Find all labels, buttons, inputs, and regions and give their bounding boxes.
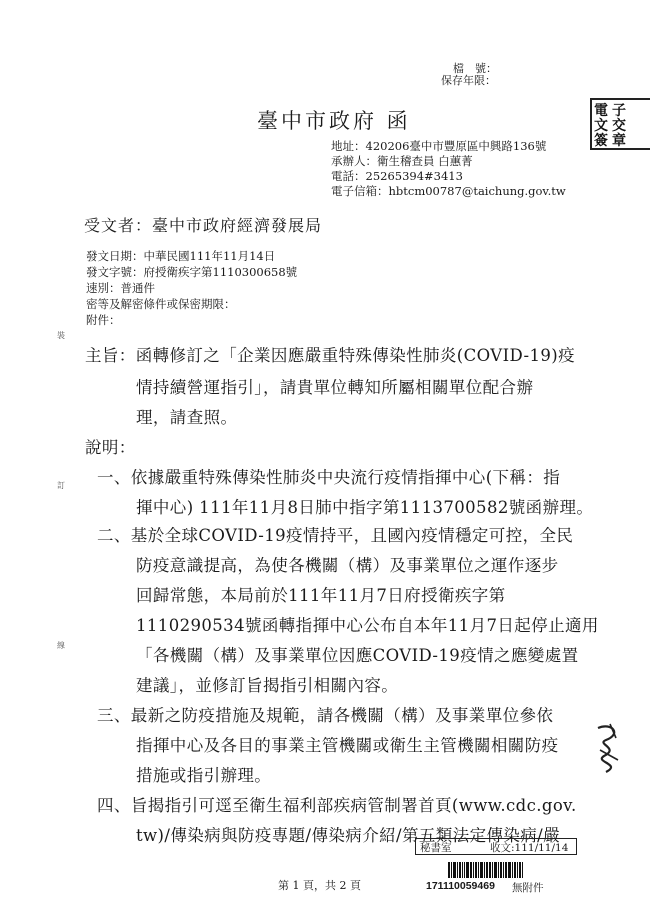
file-number-label: 檔 號： <box>453 62 497 75</box>
handwritten-mark <box>592 720 628 780</box>
document-title: 臺中市政府 函 <box>257 109 411 133</box>
recipient-line: 受文者：臺中市政府經濟發展局 <box>84 216 323 235</box>
item-3-line-2: 指揮中心及各目的事業主管機關或衛生主管機關相關防疫 <box>136 736 559 755</box>
barcode <box>448 862 538 878</box>
receipt-date: 收文:111/11/14 <box>490 842 569 854</box>
attachment-label: 附件： <box>86 313 121 327</box>
receipt-office: 秘書室 <box>420 842 452 854</box>
item-4-line-1: 四、旨揭指引可逕至衛生福利部疾病管制署首頁(www.cdc.gov. <box>97 796 577 815</box>
item-3-line-3: 措施或指引辦理。 <box>136 766 272 785</box>
sender-contact: 承辦人：衛生稽查員 白蕙菁 <box>331 154 473 168</box>
subject-line-2: 情持續營運指引」，請貴單位轉知所屬相關單位配合辦 <box>136 378 534 397</box>
stamp-char: 章 <box>612 133 626 149</box>
margin-mark-line: 線 <box>57 641 65 650</box>
retention-period-label: 保存年限： <box>441 74 496 87</box>
explanation-label: 說明： <box>85 438 136 457</box>
item-2-line-4: 1110290534號函轉指揮中心公布自本年11月7日起停止適用 <box>136 616 599 635</box>
document-number: 發文字號：府授衛疾字第1110300658號 <box>86 265 298 279</box>
barcode-number: 171110059469 <box>426 880 495 892</box>
margin-mark-bind: 裝 <box>57 331 65 340</box>
stamp-char: 交 <box>612 118 626 134</box>
no-attachment-label: 無附件 <box>512 882 544 894</box>
item-2-line-2: 防疫意識提高，為使各機關（構）及事業單位之運作逐步 <box>136 556 559 575</box>
stamp-char: 文 <box>594 118 608 134</box>
item-4-line-2: tw)/傳染病與防疫專題/傳染病介紹/第五類法定傳染病/嚴 <box>136 826 561 845</box>
receipt-stamp-box <box>415 838 577 855</box>
sender-phone: 電話：25265394#3413 <box>331 169 463 183</box>
stamp-char: 子 <box>612 103 626 119</box>
margin-mark-cut: 訂 <box>57 481 65 490</box>
item-2-line-6: 建議」，並修訂旨揭指引相關內容。 <box>136 676 399 695</box>
sender-email: 電子信箱：hbtcm00787@taichung.gov.tw <box>331 184 566 198</box>
item-2-line-5: 「各機關（構）及事業單位因應COVID-19疫情之應變處置 <box>136 646 579 665</box>
item-1-line-2: 揮中心) 111年11月8日肺中指字第1113700582號函辦理。 <box>136 498 594 517</box>
subject-line-3: 理，請查照。 <box>136 408 238 427</box>
item-1-line-1: 一、依據嚴重特殊傳染性肺炎中央流行疫情指揮中心(下稱：指 <box>97 468 561 487</box>
electronic-seal-stamp <box>590 98 650 150</box>
item-3-line-1: 三、最新之防疫措施及規範，請各機關（構）及事業單位參依 <box>97 706 554 725</box>
item-2-line-1: 二、基於全球COVID-19疫情持平，且國內疫情穩定可控，全民 <box>97 526 574 545</box>
issue-date: 發文日期：中華民國111年11月14日 <box>86 249 276 263</box>
delivery-speed: 速別：普通件 <box>86 281 155 295</box>
stamp-char: 電 <box>594 103 608 119</box>
sender-address: 地址：420206臺中市豐原區中興路136號 <box>331 139 547 153</box>
secrecy-level: 密等及解密條件或保密期限： <box>86 297 236 311</box>
page-number: 第 1 頁，共 2 頁 <box>278 879 361 892</box>
item-2-line-3: 回歸常態，本局前於111年11月7日府授衛疾字第 <box>136 586 506 605</box>
subject-line-1: 主旨：函轉修訂之「企業因應嚴重特殊傳染性肺炎(COVID-19)疫 <box>85 346 575 365</box>
stamp-char: 簽 <box>594 133 608 149</box>
